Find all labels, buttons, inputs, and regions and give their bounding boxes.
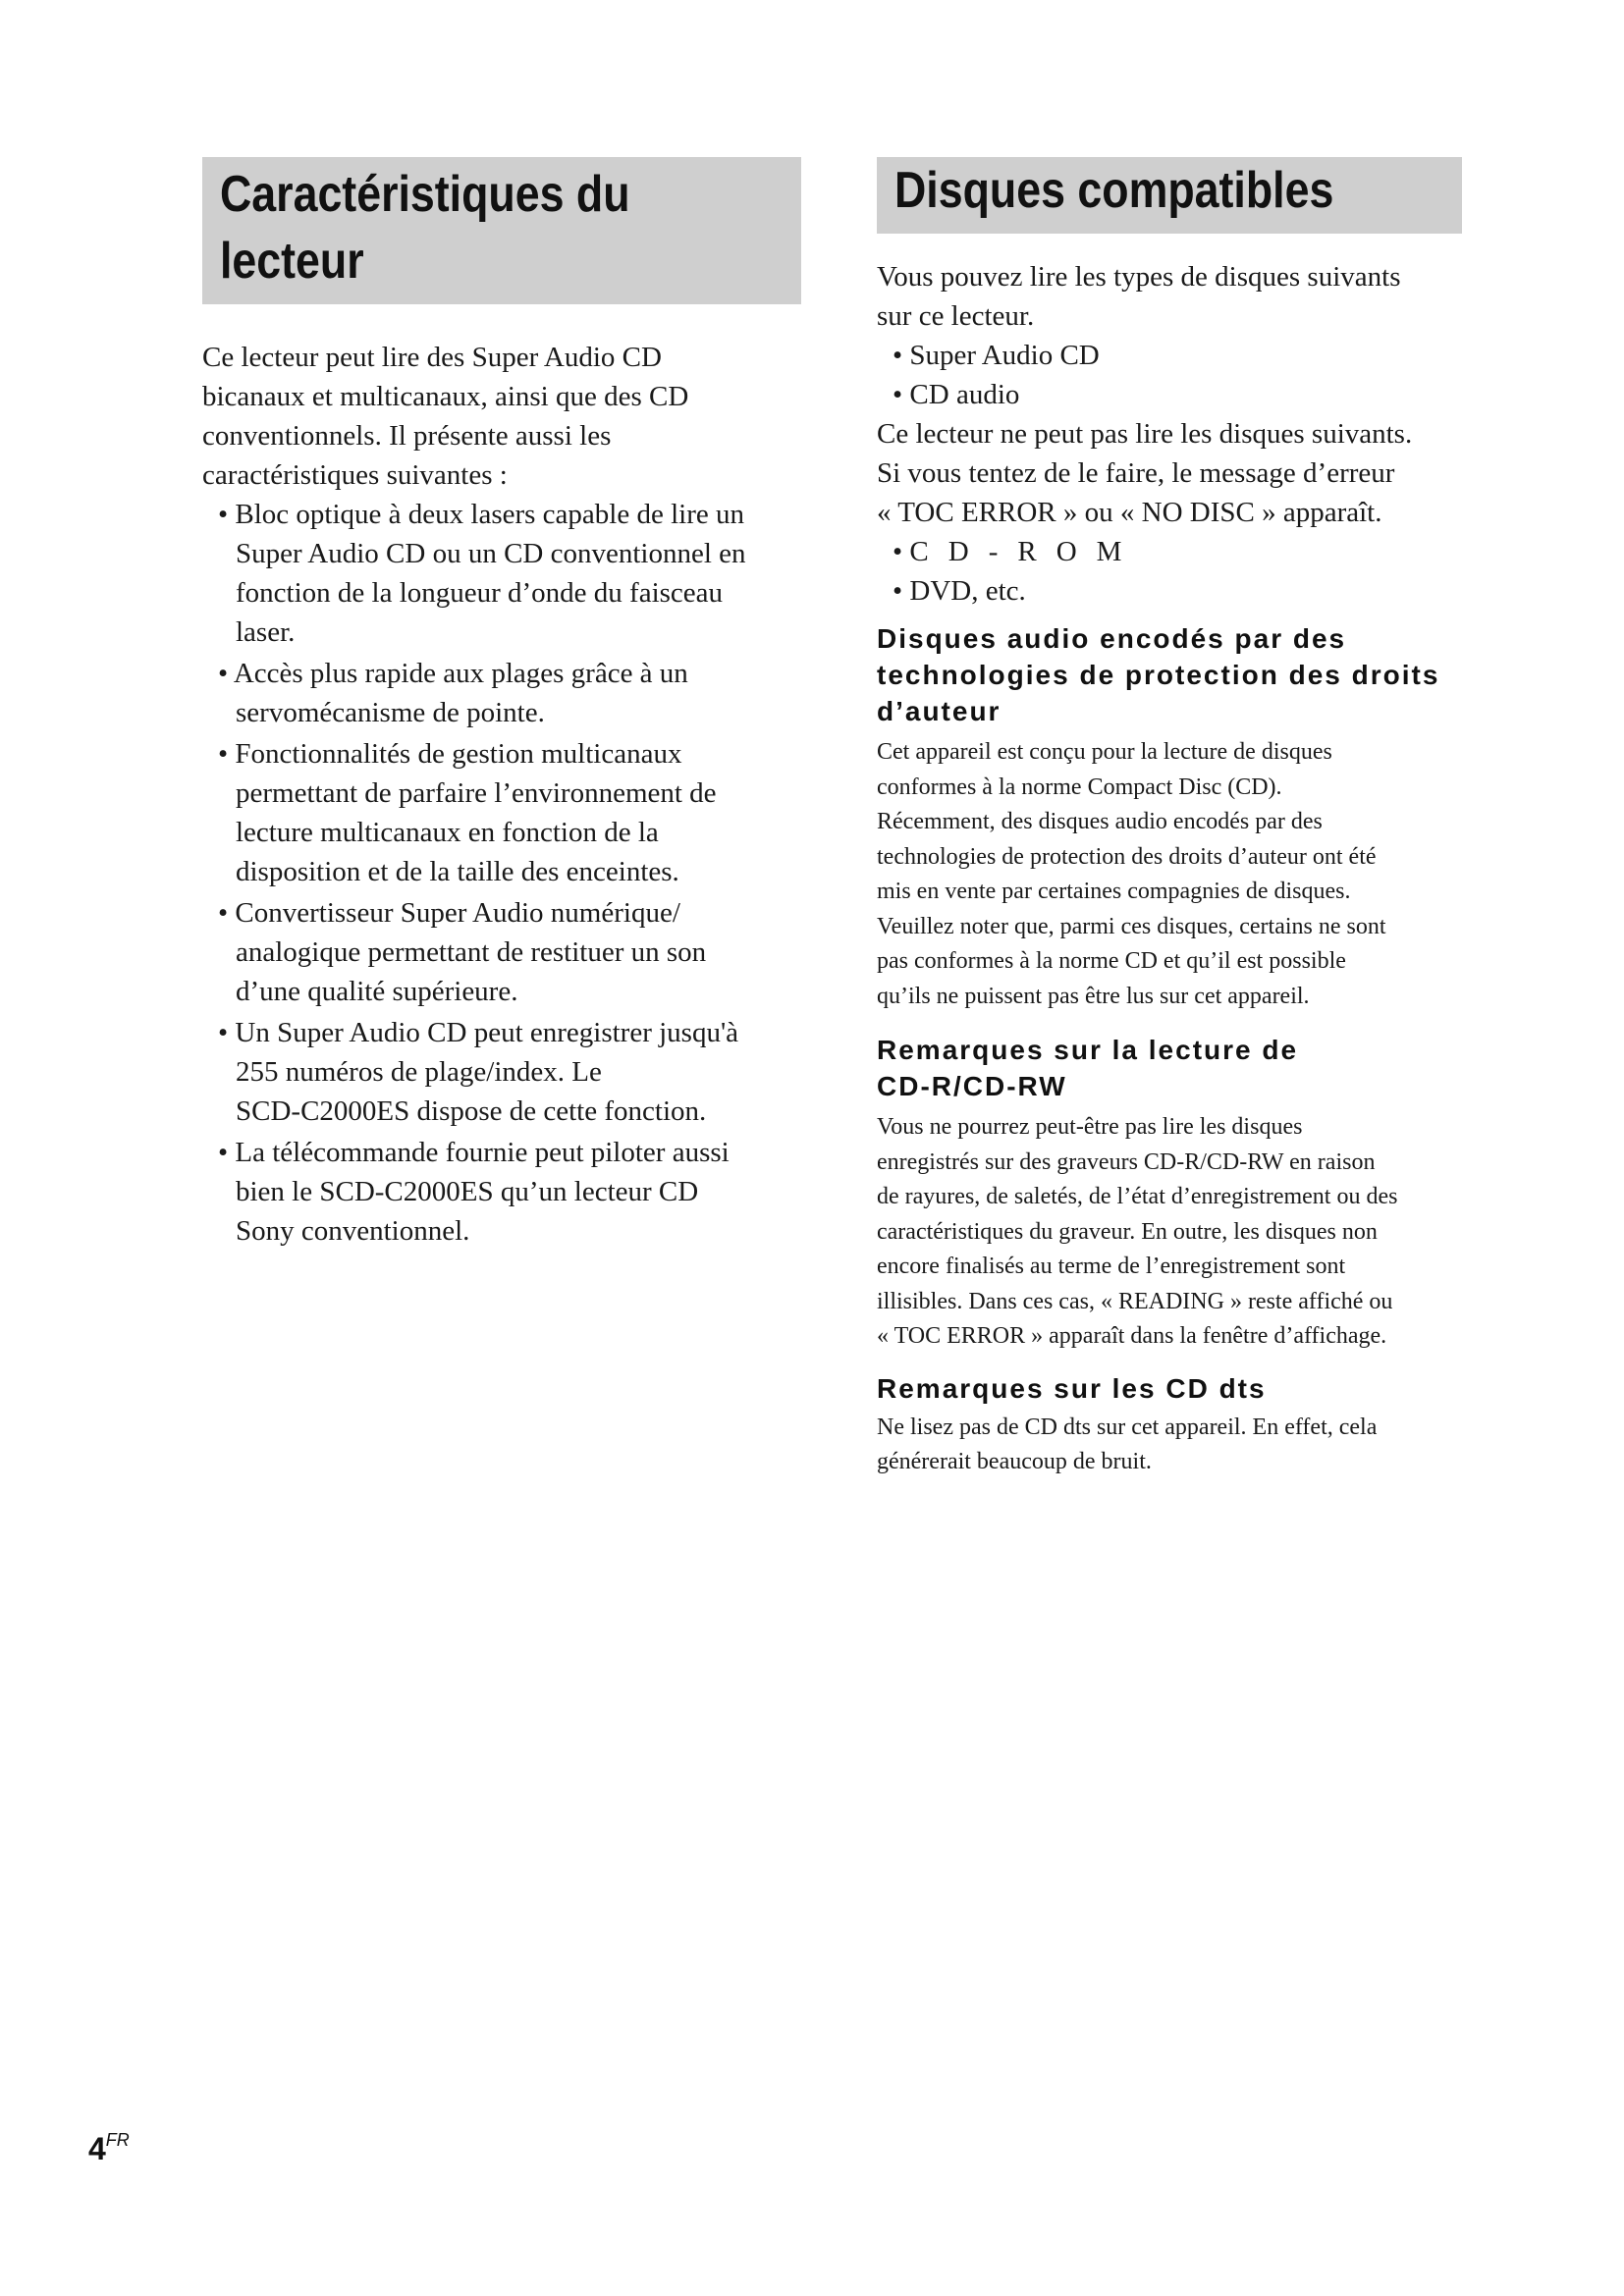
right-column xyxy=(877,157,1478,1480)
list-item: • Accès plus rapide aux plages grâce à un servomécanisme de pointe. xyxy=(202,654,801,732)
intro-paragraph: Ce lecteur peut lire des Super Audio CD bicanaux et multicanaux, ainsi que des CD conventionnels. Il présente aussi les caractéristiques suivantes : xyxy=(202,342,689,491)
list-item: • CD audio xyxy=(877,375,1478,414)
copy-protection-paragraph: Cet appareil est conçu pour la lecture de disques conformes à la norme Compact Disc (CD). Récemment, des disques audio encodés par des technologies de protection des droits d’auteur ont été mis en vente par certaines compagnies de disques. Veuillez noter que, parmi ces disques, certains ne sont pas conformes à la norme CD et qu’il est possible qu’ils ne puissent pas être lus sur cet appareil. xyxy=(877,739,1386,1009)
list-item: • DVD, etc. xyxy=(877,571,1478,611)
cdr-cdrw-paragraph: Vous ne pourrez peut-être pas lire les disques enregistrés sur des graveurs CD-R/CD-RW en raison de rayures, de saletés, de l’état d’enregistrement ou des caractéristiques du graveur. En outre, les disques non encore finalisés au terme de l’enregistrement sont illisibles. Dans ces cas, « READING » reste affiché ou « TOC ERROR » apparaît dans la fenêtre d’affichage. xyxy=(877,1114,1398,1349)
list-item: • CD-ROM xyxy=(877,532,1478,571)
list-item: • Convertisseur Super Audio numérique/ analogique permettant de restituer un son d’une qualité supérieure. xyxy=(202,893,801,1011)
list-item: • Un Super Audio CD peut enregistrer jusqu'à 255 numéros de plage/index. Le SCD-C2000ES dispose de cette fonction. xyxy=(202,1013,801,1131)
list-item: • Bloc optique à deux lasers capable de lire un Super Audio CD ou un CD conventionnel en fonction de la longueur d’onde du faisceau laser. xyxy=(202,495,801,652)
not-playable-intro: Ce lecteur ne peut pas lire les disques suivants. Si vous tentez de le faire, le message d’erreur « TOC ERROR » ou « NO DISC » apparaît. xyxy=(877,418,1413,528)
left-column xyxy=(202,157,801,1253)
cd-dts-paragraph: Ne lisez pas de CD dts sur cet appareil. En effet, cela générerait beaucoup de bruit. xyxy=(877,1414,1378,1474)
playable-list xyxy=(877,336,1478,414)
list-item: • La télécommande fournie peut piloter aussi bien le SCD-C2000ES qu’un lecteur CD Sony conventionnel. xyxy=(202,1133,801,1251)
list-item: • Fonctionnalités de gestion multicanaux permettant de parfaire l’environnement de lecture multicanaux en fonction de la disposition et de la taille des enceintes. xyxy=(202,734,801,891)
not-playable-list xyxy=(877,532,1478,611)
subheading-copy-protection: Disques audio encodés par des technologies de protection des droits d’auteur xyxy=(877,623,1440,726)
section-title-disques-compatibles: Disques compatibles xyxy=(877,157,1462,234)
subheading-cd-dts: Remarques sur les CD dts xyxy=(877,1372,1267,1404)
subheading-cdr-cdrw: Remarques sur la lecture de CD-R/CD-RW xyxy=(877,1035,1299,1101)
page-number: $4^{FR}$ xyxy=(88,2130,130,2166)
list-item: • Super Audio CD xyxy=(877,336,1478,375)
page-language-suffix: FR xyxy=(105,2130,130,2150)
section-title-caracteristiques: Caractéristiques du lecteur xyxy=(202,157,801,304)
compatible-intro: Vous pouvez lire les types de disques suivants sur ce lecteur. xyxy=(877,261,1401,332)
feature-list xyxy=(202,495,801,1251)
